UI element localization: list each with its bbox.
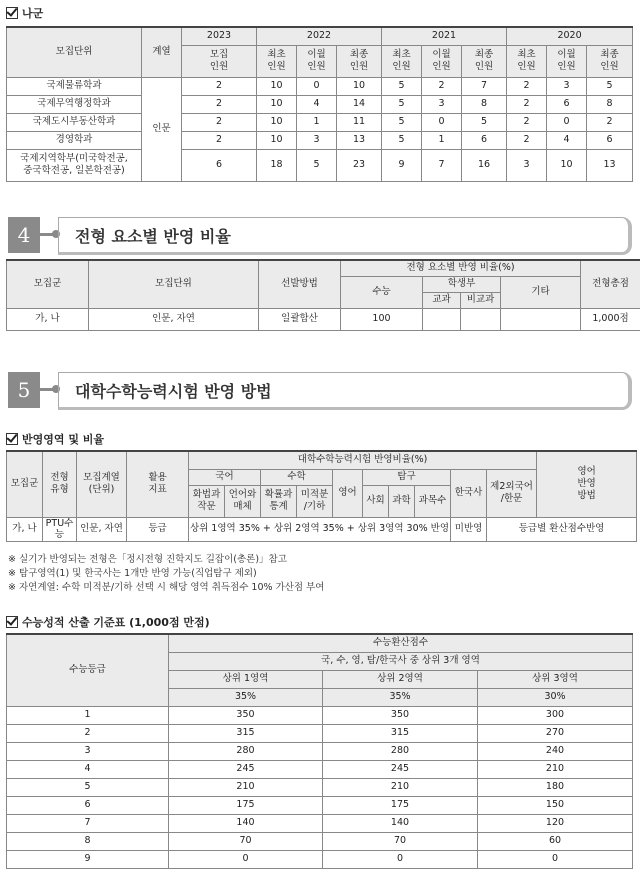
cell-score: 150 [478, 796, 633, 814]
h-c2: 상위 2영역 [323, 670, 478, 688]
cell-score: 175 [323, 796, 478, 814]
cell-value: 6 [182, 149, 257, 181]
table-row [7, 724, 633, 742]
cell-score: 315 [169, 724, 323, 742]
cell-score: 315 [323, 724, 478, 742]
h-math: 수학 [261, 469, 333, 485]
section-4-header [8, 217, 632, 253]
table-row [7, 742, 633, 760]
section-number: 5 [8, 372, 40, 408]
table-row [7, 77, 633, 95]
h-science: 과학 [389, 485, 415, 517]
h-korean: 국어 [189, 469, 261, 485]
header-2021: 2021 [382, 27, 507, 45]
h-english: 영어 [333, 469, 363, 517]
cell-total: 1,000점 [581, 308, 640, 330]
cell-unit: 인문, 자연 [89, 308, 259, 330]
h-inquiry: 탐구 [363, 469, 451, 485]
cell-value: 6 [462, 131, 507, 149]
cell-index: 등급 [127, 517, 189, 542]
cell-value: 3 [507, 149, 547, 181]
h-etc: 기타 [501, 276, 581, 308]
cell-value: 2 [182, 131, 257, 149]
cell-eng-method: 등급별 환산점수반영 [487, 517, 637, 542]
h-history: 한국사 [451, 469, 487, 517]
cell-value: 16 [462, 149, 507, 181]
cell-score: 280 [323, 742, 478, 760]
cell-value: 2 [587, 113, 633, 131]
cell-value: 14 [337, 95, 382, 113]
cell-score: 210 [478, 760, 633, 778]
header-field: 계열 [142, 27, 182, 77]
cell-nonsubject [461, 308, 501, 330]
cell-grade: 3 [7, 742, 169, 760]
cell-value: 5 [382, 95, 422, 113]
cell-value: 5 [297, 149, 337, 181]
subheader-transfer: 이월 인원 [422, 45, 462, 77]
cell-value: 2 [182, 77, 257, 95]
h-record: 학생부 [423, 276, 501, 292]
h-group: 모집군 [7, 260, 89, 308]
subheader-initial: 최초 인원 [257, 45, 297, 77]
section-number: 4 [8, 217, 40, 253]
cell-score: 0 [478, 850, 633, 868]
cell-value: 1 [297, 113, 337, 131]
cell-value: 2 [507, 131, 547, 149]
checkbox-icon [6, 433, 18, 445]
h-grade: 수능등급 [7, 634, 169, 706]
h-k2: 언어와 매체 [225, 485, 261, 517]
cell-grade: 8 [7, 832, 169, 850]
cell-value: 3 [547, 77, 587, 95]
cell-value: 3 [422, 95, 462, 113]
cell-value: 10 [257, 77, 297, 95]
h-vocational: 과목수 [415, 485, 451, 517]
h-total: 전형총점 [581, 260, 640, 308]
score-conversion-table [6, 633, 633, 869]
element-ratio-table [6, 259, 640, 331]
sub-title-areas: 반영영역 및 비율 [6, 431, 104, 447]
note-line: ※ 탐구영역(1) 및 한국사는 1개만 반영 가능(직업탐구 제외) [8, 568, 257, 579]
section-5-header [8, 372, 632, 408]
cell-value: 10 [257, 95, 297, 113]
checkbox-icon [6, 7, 18, 19]
table-row [7, 814, 633, 832]
h-p2: 35% [323, 688, 478, 706]
h-eng-method: 영어 반영 방법 [537, 451, 637, 517]
section-nagun-title: 나군 [6, 5, 43, 21]
cell-score: 270 [478, 724, 633, 742]
header-unit: 모집단위 [7, 27, 142, 77]
table-row [7, 796, 633, 814]
cell-value: 8 [587, 95, 633, 113]
cell-value: 5 [382, 77, 422, 95]
cell-value: 0 [547, 113, 587, 131]
h-k1: 화법과 작문 [189, 485, 225, 517]
cell-score: 0 [169, 850, 323, 868]
h-social: 사회 [363, 485, 389, 517]
cell-unit: 국제지역학부(미국학전공, 중국학전공, 일본학전공) [7, 149, 142, 181]
cell-subject [423, 308, 461, 330]
h-c1: 상위 1영역 [169, 670, 323, 688]
suneung-ratio-table [6, 450, 637, 542]
cell-value: 8 [462, 95, 507, 113]
subheader-final: 최종 인원 [587, 45, 633, 77]
table-row [7, 760, 633, 778]
subheader-final: 최종 인원 [337, 45, 382, 77]
cell-value: 2 [422, 77, 462, 95]
checkbox-icon [6, 616, 18, 628]
cell-score: 240 [478, 742, 633, 760]
cell-grade: 9 [7, 850, 169, 868]
cell-score: 210 [323, 778, 478, 796]
cell-group: 가, 나 [7, 517, 43, 542]
cell-score: 175 [169, 796, 323, 814]
cell-value: 13 [587, 149, 633, 181]
cell-score: 245 [169, 760, 323, 778]
cell-grade: 7 [7, 814, 169, 832]
cell-value: 1 [422, 131, 462, 149]
cell-value: 5 [587, 77, 633, 95]
cell-value: 6 [547, 95, 587, 113]
subheader-transfer: 이월 인원 [297, 45, 337, 77]
cell-value: 5 [382, 131, 422, 149]
cell-value: 6 [587, 131, 633, 149]
header-2020: 2020 [507, 27, 633, 45]
cell-etc [501, 308, 581, 330]
h-desc: 국, 수, 영, 탐/한국사 중 상위 3개 영역 [169, 652, 633, 670]
cell-ratio: 상위 1영역 35% + 상위 2영역 35% + 상위 3영역 30% 반영 [189, 517, 451, 542]
cell-grade: 1 [7, 706, 169, 724]
cell-score: 140 [169, 814, 323, 832]
h-nonsubject: 비교과 [461, 292, 501, 308]
cell-value: 9 [382, 149, 422, 181]
subheader-initial: 최초 인원 [507, 45, 547, 77]
table-row [7, 778, 633, 796]
header-2022: 2022 [257, 27, 382, 45]
cell-value: 2 [182, 113, 257, 131]
note-line: ※ 자연계열: 수학 미적분/기하 선택 시 해당 영역 취득점수 10% 가산점 부여 [8, 582, 325, 593]
cell-value: 18 [257, 149, 297, 181]
cell-grade: 5 [7, 778, 169, 796]
cell-value: 23 [337, 149, 382, 181]
h-conv: 수능환산점수 [169, 634, 633, 652]
cell-value: 10 [257, 113, 297, 131]
h-p3: 30% [478, 688, 633, 706]
h-index: 활용 지표 [127, 451, 189, 517]
table-row [7, 95, 633, 113]
cell-value: 7 [462, 77, 507, 95]
h-unit: 모집계열 (단위) [77, 451, 127, 517]
cell-type: PTU수능 [43, 517, 77, 542]
cell-value: 3 [297, 131, 337, 149]
cell-score: 60 [478, 832, 633, 850]
cell-score: 70 [169, 832, 323, 850]
h-c3: 상위 3영역 [478, 670, 633, 688]
section-title: 전형 요소별 반영 비율 [58, 217, 632, 255]
subheader-quota: 모집 인원 [182, 45, 257, 77]
cell-unit: 국제무역행정학과 [7, 95, 142, 113]
h-ratio: 전형 요소별 반영 비율(%) [341, 260, 581, 276]
cell-value: 10 [257, 131, 297, 149]
cell-score: 350 [169, 706, 323, 724]
subheader-initial: 최초 인원 [382, 45, 422, 77]
section-title: 대학수학능력시험 반영 방법 [58, 372, 632, 410]
cell-value: 2 [507, 95, 547, 113]
cell-grade: 6 [7, 796, 169, 814]
cell-unit: 경영학과 [7, 131, 142, 149]
cell-value: 0 [422, 113, 462, 131]
cell-score: 120 [478, 814, 633, 832]
h-m2: 미적분 /기하 [297, 485, 333, 517]
h-suneung: 수능 [341, 276, 423, 308]
cell-score: 300 [478, 706, 633, 724]
cell-value: 7 [422, 149, 462, 181]
cell-value: 5 [382, 113, 422, 131]
cell-value: 2 [182, 95, 257, 113]
cell-score: 280 [169, 742, 323, 760]
cell-score: 245 [323, 760, 478, 778]
h-unit: 모집단위 [89, 260, 259, 308]
cell-score: 140 [323, 814, 478, 832]
cell-value: 5 [462, 113, 507, 131]
cell-score: 180 [478, 778, 633, 796]
competition-table [6, 26, 633, 182]
h-m1: 확률과 통계 [261, 485, 297, 517]
h-method: 선발방법 [259, 260, 341, 308]
cell-grade: 2 [7, 724, 169, 742]
cell-value: 13 [337, 131, 382, 149]
table-row [7, 149, 633, 181]
table-row [7, 113, 633, 131]
cell-foreign: 미반영 [451, 517, 487, 542]
cell-group: 가, 나 [7, 308, 89, 330]
cell-method: 일괄합산 [259, 308, 341, 330]
h-p1: 35% [169, 688, 323, 706]
cell-value: 0 [297, 77, 337, 95]
sub-title-score: 수능성적 산출 기준표 (1,000점 만점) [6, 614, 210, 630]
cell-score: 0 [323, 850, 478, 868]
cell-score: 70 [323, 832, 478, 850]
h-subject: 교과 [423, 292, 461, 308]
cell-value: 10 [337, 77, 382, 95]
cell-value: 2 [507, 113, 547, 131]
table-row [7, 850, 633, 868]
note-line: ※ 실기가 반영되는 전형은「정시전형 진학지도 길잡이(총론)」참고 [8, 554, 287, 565]
table-row [7, 706, 633, 724]
h-group: 모집군 [7, 451, 43, 517]
h-foreign: 제2외국어 /한문 [487, 469, 537, 517]
table-row [7, 131, 633, 149]
cell-unit: 국제물류학과 [7, 77, 142, 95]
cell-value: 2 [507, 77, 547, 95]
cell-value: 10 [547, 149, 587, 181]
cell-value: 4 [297, 95, 337, 113]
h-type: 전형 유형 [43, 451, 77, 517]
cell-grade: 4 [7, 760, 169, 778]
cell-field: 인문 [142, 77, 182, 181]
cell-unit: 인문, 자연 [77, 517, 127, 542]
header-2023: 2023 [182, 27, 257, 45]
cell-suneung: 100 [341, 308, 423, 330]
table-row [7, 832, 633, 850]
cell-score: 210 [169, 778, 323, 796]
cell-value: 11 [337, 113, 382, 131]
cell-unit: 국제도시부동산학과 [7, 113, 142, 131]
cell-score: 350 [323, 706, 478, 724]
h-ratio: 대학수학능력시험 반영비율(%) [189, 451, 537, 469]
subheader-transfer: 이월 인원 [547, 45, 587, 77]
subheader-final: 최종 인원 [462, 45, 507, 77]
cell-value: 4 [547, 131, 587, 149]
